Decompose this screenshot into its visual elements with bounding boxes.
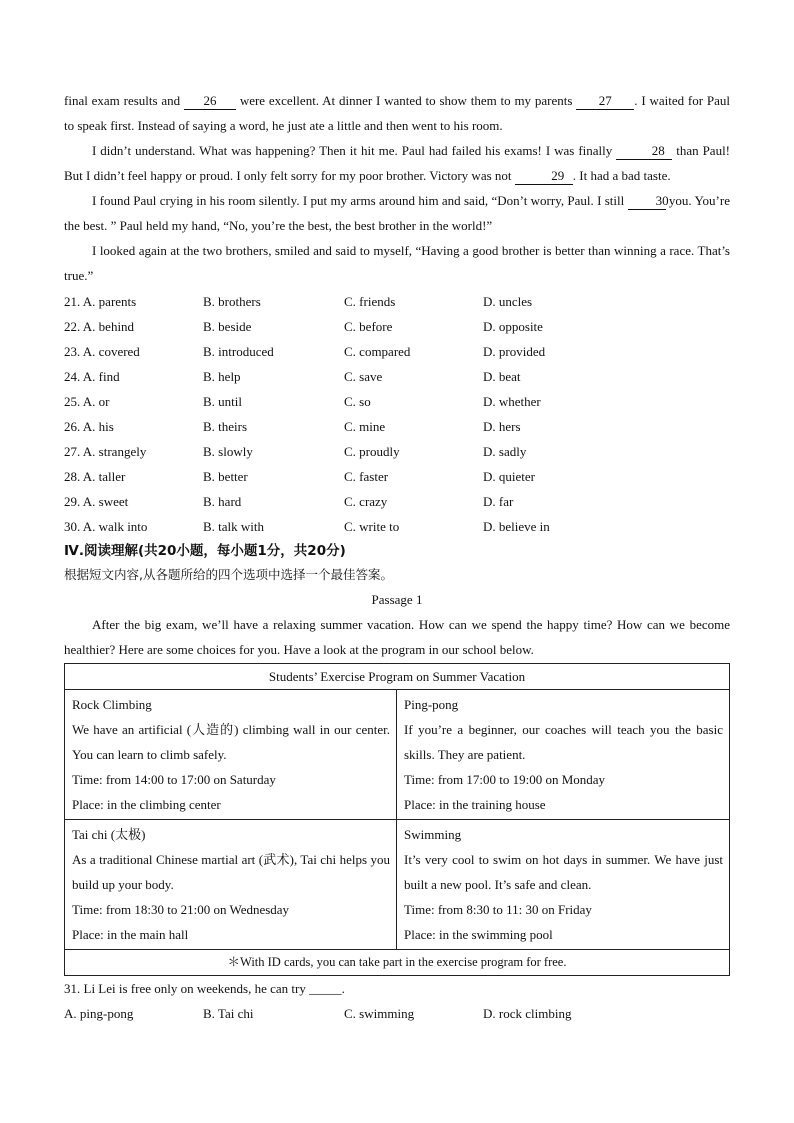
option-d: D. uncles xyxy=(483,294,533,309)
option-row-23 xyxy=(64,339,730,364)
option-row-25 xyxy=(64,389,730,414)
option-d: D. far xyxy=(483,494,514,509)
table-footnote: ＊With ID cards, you can take part in the exercise program for free. xyxy=(65,950,730,976)
question-31-options xyxy=(64,1001,730,1026)
option-b: B. better xyxy=(203,469,248,484)
option-row-21 xyxy=(64,289,730,314)
option-b: B. slowly xyxy=(203,444,253,459)
table-header: Students’ Exercise Program on Summer Vacation xyxy=(65,664,730,690)
option-a: 28. A. taller xyxy=(64,469,126,484)
option-b: B. hard xyxy=(203,494,242,509)
program-place: Place: in the training house xyxy=(404,797,546,812)
option-c: C. faster xyxy=(344,469,389,484)
program-title: Tai chi (太极) xyxy=(72,827,146,842)
blank-26: 26 xyxy=(184,93,236,110)
option-row-30 xyxy=(64,514,730,539)
program-desc: It’s very cool to swim on hot days in summer. We have just built a new pool. It’s safe and clean. xyxy=(404,852,723,892)
exam-page xyxy=(64,88,730,1026)
program-title: Rock Climbing xyxy=(72,697,152,712)
blank-29: 29 xyxy=(515,168,573,185)
option-b: B. beside xyxy=(203,319,252,334)
option-c: C. write to xyxy=(344,519,400,534)
program-time: Time: from 17:00 to 19:00 on Monday xyxy=(404,772,606,787)
option-d: D. believe in xyxy=(483,519,550,534)
option-c: C. friends xyxy=(344,294,396,309)
option-row-28 xyxy=(64,464,730,489)
program-time: Time: from 8:30 to 11: 30 on Friday xyxy=(404,902,592,917)
option-a: 30. A. walk into xyxy=(64,519,148,534)
option-row-29 xyxy=(64,489,730,514)
option-row-24 xyxy=(64,364,730,389)
program-cell-swimming xyxy=(397,820,730,950)
option-a: 29. A. sweet xyxy=(64,494,129,509)
option-c: C. before xyxy=(344,319,393,334)
option-row-22 xyxy=(64,314,730,339)
program-title: Ping-pong xyxy=(404,697,459,712)
section-title: Ⅳ.阅读理解(共20小题，每小题1分，共20分) xyxy=(64,543,346,559)
program-desc: As a traditional Chinese martial art (武术), Tai chi helps you build up your body. xyxy=(72,852,390,892)
option-b: B. brothers xyxy=(203,294,261,309)
program-desc: We have an artificial (人造的) climbing wall in our center. You can learn to climb safely. xyxy=(72,722,390,762)
program-place: Place: in the climbing center xyxy=(72,797,221,812)
option-a: 25. A. or xyxy=(64,394,110,409)
program-time: Time: from 18:30 to 21:00 on Wednesday xyxy=(72,902,290,917)
option-b: B. introduced xyxy=(203,344,274,359)
option-d: D. quieter xyxy=(483,469,535,484)
option-d: D. opposite xyxy=(483,319,543,334)
option-b: B. Tai chi xyxy=(203,1006,254,1021)
option-d: D. hers xyxy=(483,419,521,434)
program-cell-tai-chi xyxy=(65,820,397,950)
section-instruction: 根据短文内容,从各题所给的四个选项中选择一个最佳答案。 xyxy=(64,567,393,582)
option-b: B. talk with xyxy=(203,519,265,534)
option-c: C. proudly xyxy=(344,444,400,459)
program-place: Place: in the main hall xyxy=(72,927,189,942)
program-place: Place: in the swimming pool xyxy=(404,927,553,942)
option-a: 24. A. find xyxy=(64,369,120,384)
story-paragraph-2: I didn’t understand. What was happening? Then it hit me. Paul had failed his exams! I was finally 28 than Paul! But I didn’t feel happy or proud. I only felt sorry for my poor brother. Victory was not 29 . It had a bad taste. xyxy=(64,143,731,183)
program-title: Swimming xyxy=(404,827,462,842)
story-paragraph-3: I found Paul crying in his room silently. I put my arms around him and said, “Don’t worry, Paul. I still 30 you. You’re the best. ” Paul held my hand, “No, you’re the best, the best brother in the world!” xyxy=(64,193,730,233)
option-d: D. provided xyxy=(483,344,546,359)
passage-title: Passage 1 xyxy=(371,592,423,607)
program-desc: If you’re a beginner, our coaches will teach you the basic skills. They are patient. xyxy=(404,722,723,762)
option-b: B. help xyxy=(203,369,241,384)
blank-28: 28 xyxy=(616,143,672,160)
option-c: C. crazy xyxy=(344,494,388,509)
option-c: C. compared xyxy=(344,344,411,359)
option-a: 21. A. parents xyxy=(64,294,137,309)
option-a: A. ping-pong xyxy=(64,1006,134,1021)
program-table xyxy=(64,663,730,976)
story-paragraph-1: final exam results and 26 were excellent. At dinner I wanted to show them to my parents 27 . I waited for Paul to speak first. Instead of saying a word, he just ate a little and then went to his room. xyxy=(64,93,731,133)
program-cell-rock-climbing xyxy=(65,690,397,820)
option-d: D. beat xyxy=(483,369,521,384)
option-row-27 xyxy=(64,439,730,464)
option-a: 26. A. his xyxy=(64,419,114,434)
option-b: B. theirs xyxy=(203,419,248,434)
program-cell-ping-pong xyxy=(397,690,730,820)
option-a: 22. A. behind xyxy=(64,319,135,334)
option-d: D. sadly xyxy=(483,444,527,459)
option-c: C. save xyxy=(344,369,383,384)
story-paragraph-4: I looked again at the two brothers, smiled and said to myself, “Having a good brother is better than winning a race. That’s true.” xyxy=(64,243,730,283)
passage-intro: After the big exam, we’ll have a relaxing summer vacation. How can we spend the happy time? How can we become healthier? Here are some choices for you. Have a look at the program in our school below. xyxy=(64,617,730,657)
option-row-26 xyxy=(64,414,730,439)
option-a: 27. A. strangely xyxy=(64,444,147,459)
question-31-stem: 31. Li Lei is free only on weekends, he can try _____. xyxy=(64,981,345,996)
cloze-options xyxy=(64,289,730,539)
option-a: 23. A. covered xyxy=(64,344,140,359)
option-d: D. whether xyxy=(483,394,541,409)
blank-27: 27 xyxy=(576,93,634,110)
option-b: B. until xyxy=(203,394,243,409)
option-c: C. so xyxy=(344,394,371,409)
option-d: D. rock climbing xyxy=(483,1006,572,1021)
blank-30: 30 xyxy=(628,193,666,210)
option-c: C. swimming xyxy=(344,1006,415,1021)
program-time: Time: from 14:00 to 17:00 on Saturday xyxy=(72,772,276,787)
option-c: C. mine xyxy=(344,419,386,434)
